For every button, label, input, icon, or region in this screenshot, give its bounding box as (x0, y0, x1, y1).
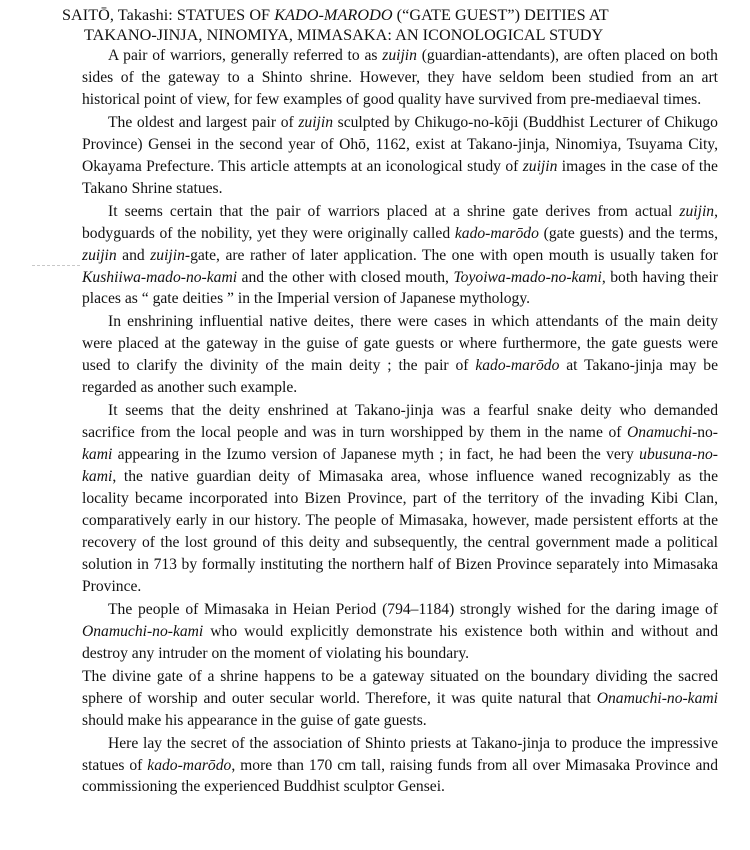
paragraph-p8 (82, 733, 718, 799)
italic-term: kado-marōdo (147, 756, 232, 774)
text-run: and (116, 246, 151, 264)
abstract-body (82, 45, 718, 799)
paragraph-p7 (82, 666, 718, 732)
title-line1-italic: KADO-MARODO (274, 6, 393, 24)
text-run: (gate guests) and the terms, (538, 224, 719, 242)
text-run: A pair of warriors, generally referred to as (108, 47, 383, 64)
title-line1-pre: SAITŌ, Takashi: STATUES OF (62, 6, 275, 24)
italic-term: kami (82, 446, 113, 464)
italic-term: kado-marōdo (454, 224, 539, 242)
text-run: It seems certain that the pair of warriors placed at a shrine gate derives from actual (108, 202, 680, 220)
text-run: In enshrining influential native deites, there were cases in which attendants of the main deity were placed at the gateway in the guise of gate guests or where furthermore, the gate guests were used to clarify the divinity of the main deity ; the pair of (82, 313, 718, 375)
paragraph-p1 (82, 45, 718, 111)
text-run: , both having their places as “ gate deities ” in the Imperial version of Japanese mythology. (82, 268, 718, 308)
text-run: , bodyguards of the nobility, yet they were originally called (82, 202, 718, 242)
paragraph-p6 (82, 599, 718, 665)
text-run: It seems that the deity enshrined at Takano-jinja was a fearful snake deity who demanded sacrifice from the local people and was in turn worshipped by them in the name of (82, 402, 718, 442)
paragraph-p2 (82, 112, 718, 200)
text-run: -no- (692, 424, 718, 442)
text-run: who would explicitly demonstrate his existence both within and without and destroy any intruder on the moment of violating his boundary. (82, 622, 718, 662)
italic-term: kado-marōdo (475, 357, 560, 375)
text-run: appearing in the Izumo version of Japanese myth ; in fact, he had been the very (112, 446, 640, 464)
text-run: sculpted by Chikugo-no-kōji (Buddhist Lecturer of Chikugo Province) Gensei in the second year of Ohō, 1162, exist at Takano-jinja, Ninomiya, Tsuyama City, Okayama Prefecture. This article attempts at an iconological study of (82, 113, 718, 175)
text-run: The divine gate of a shrine happens to be a gateway situated on the boundary dividing the sacred sphere of worship and outer secular world. Therefore, it was quite natural that (82, 667, 718, 707)
italic-term: zuijin (522, 157, 558, 175)
text-run: at Takano-jinja may be regarded as another such example. (82, 357, 718, 397)
article-title (62, 6, 712, 45)
italic-term: zuijin (382, 47, 417, 64)
text-run: , the native guardian deity of Mimasaka area, whose influence waned recognizably as the locality became incorporated into Bizen Province, part of the territory of the invading Kibi Clan, comparatively early in our history. The people of Mimasaka, however, made persistent efforts at the recovery of the lost ground of this deity and subsequently, the central government made a political solution in 713 by formally instituting the northern half of Bizen Province separately into Mimasaka Province. (82, 468, 718, 595)
text-run: Here lay the secret of the association of Shinto priests at Takano-jinja to produce the impressive statues of (82, 734, 718, 774)
title-line2: TAKANO-JINJA, NINOMIYA, MIMASAKA: AN ICONOLOGICAL STUDY (84, 25, 604, 44)
italic-term: zuijin (150, 246, 185, 264)
italic-term: Kushiiwa-mado-no-kami (82, 268, 238, 286)
text-run: (guardian-attendants), are often placed on both sides of the gateway to a Shinto shrine. However, they have seldom been studied from an art historical point of view, for few examples of good quality have survived from pre-mediaeval times. (82, 47, 718, 108)
italic-term: Onamuchi-no-kami (596, 689, 718, 707)
italic-term: zuijin (82, 246, 117, 264)
text-run: -gate, are rather of later application. The one with open mouth is usually taken for (184, 246, 719, 264)
text-run: and the other with closed mouth, (237, 268, 454, 286)
italic-term: zuijin (679, 202, 715, 220)
paragraph-p5 (82, 400, 718, 598)
italic-term: Onamuchi (627, 424, 693, 442)
italic-term: zuijin (298, 113, 333, 131)
text-run: The people of Mimasaka in Heian Period (794–1184) strongly wished for the daring image of (108, 600, 718, 618)
title-line1-post: (“GATE GUEST”) DEITIES AT (392, 6, 609, 24)
italic-term: Onamuchi-no-kami (82, 622, 204, 640)
paragraph-p3 (82, 201, 718, 311)
text-run: should make his appearance in the guise of gate guests. (82, 711, 427, 729)
margin-scan-mark (32, 265, 80, 267)
italic-term: Toyoiwa-mado-no-kami (453, 268, 602, 286)
text-run: The oldest and largest pair of (108, 113, 299, 131)
text-run: images in the case of the Takano Shrine statues. (82, 157, 718, 197)
paragraph-p4 (82, 311, 718, 399)
text-run: , more than 170 cm tall, raising funds from all over Mimasaka Province and commissioning the experienced Buddhist sculptor Gensei. (82, 756, 719, 796)
italic-term: ubusuna-no-kami (82, 446, 718, 486)
